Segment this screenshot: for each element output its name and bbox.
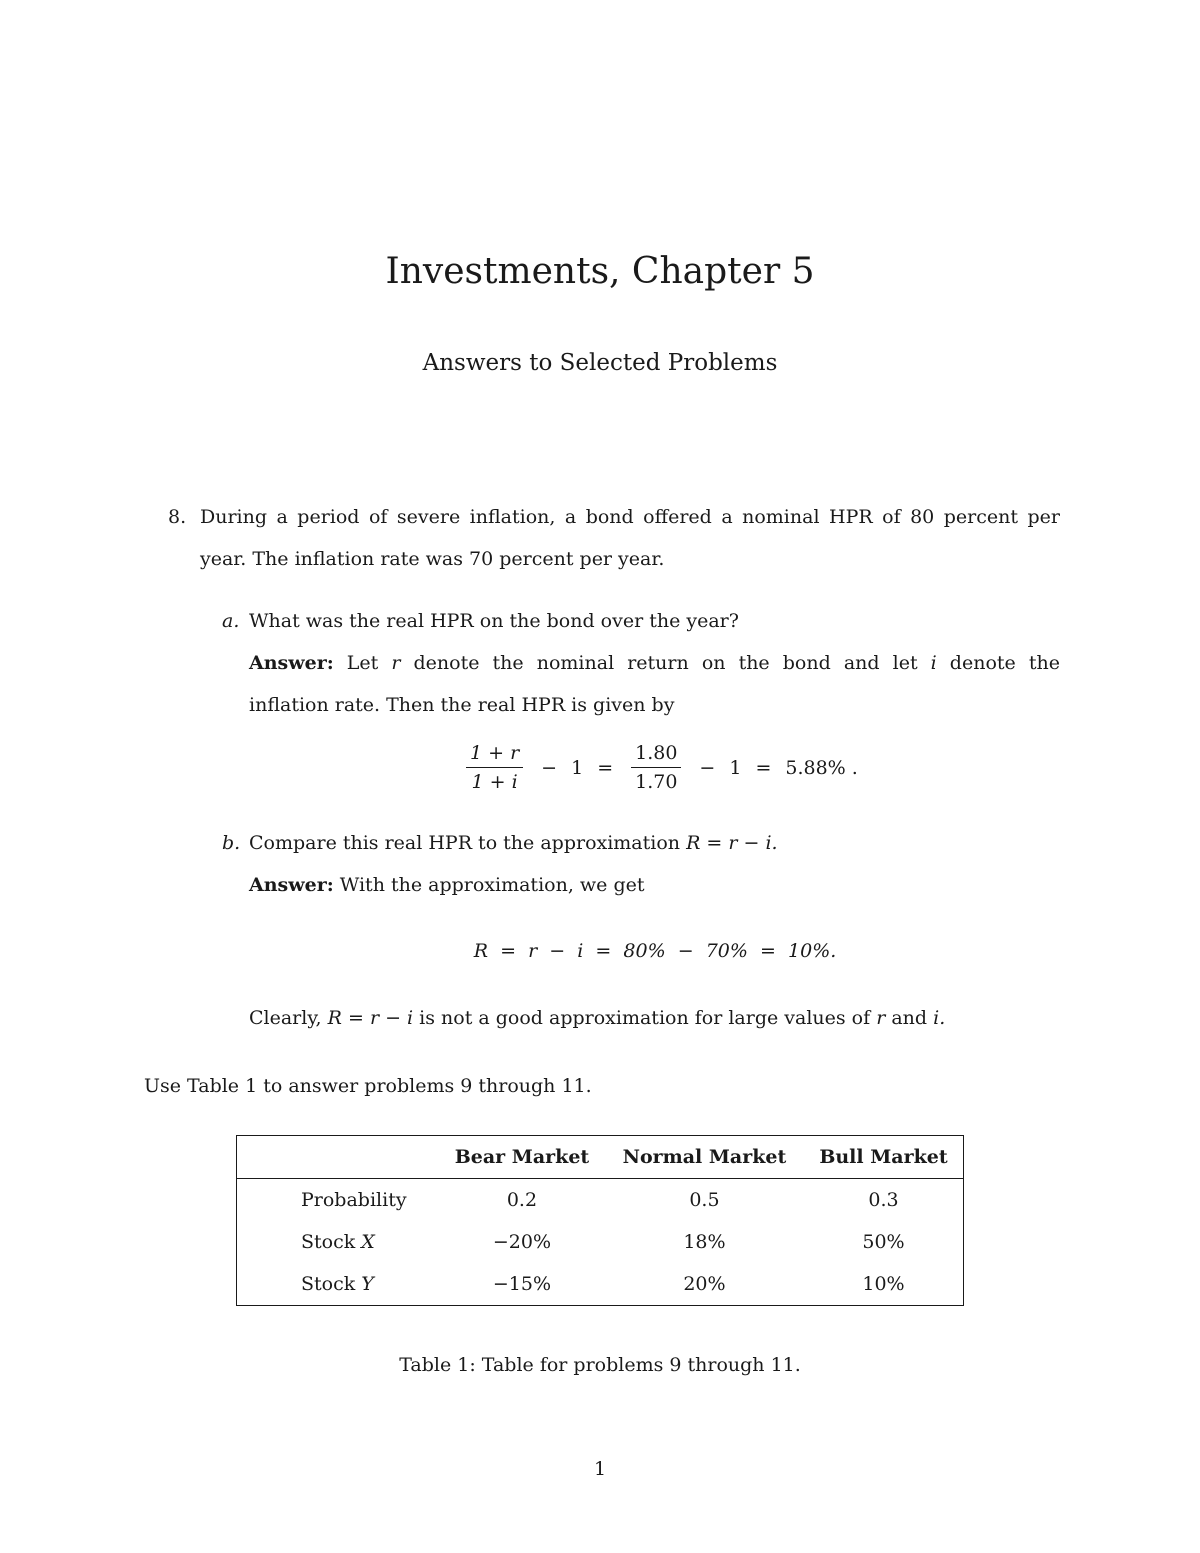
row-label: Probability xyxy=(301,1189,407,1211)
approximation-equation: R = r − i = 80% − 70% = 10%. xyxy=(473,940,837,962)
part-a-answer-line-1 xyxy=(249,650,1060,676)
real-hpr-equation: $\frac{1 + r}{1 + i}$ − 1 = $\frac{1.80}{1.70}$ − 1 = 5.88% . xyxy=(462,742,858,793)
table-row xyxy=(237,1263,964,1306)
word: per xyxy=(1027,506,1060,528)
cell: −20% xyxy=(492,1231,552,1253)
part-b-question: Compare this real HPR to the approximation R = r − i. xyxy=(249,832,778,854)
cell: 50% xyxy=(862,1231,905,1253)
word: During xyxy=(200,506,268,528)
part-b-label: b. xyxy=(222,832,241,854)
problem-number: 8. xyxy=(168,506,187,528)
word: a xyxy=(276,506,288,528)
word: Let xyxy=(346,652,379,674)
row-label: Stock Y xyxy=(301,1273,374,1295)
word: bond xyxy=(585,506,634,528)
problem-8-line-2: year. The inflation rate was 70 percent per year. xyxy=(200,548,665,570)
cell: 10% xyxy=(862,1273,905,1295)
table-header-row xyxy=(237,1136,964,1179)
word: a xyxy=(564,506,577,528)
header-bear: Bear Market xyxy=(439,1136,605,1179)
cell: 0.3 xyxy=(868,1189,899,1211)
word: on xyxy=(701,652,726,674)
answer-label: Answer: xyxy=(249,874,334,896)
table-caption: Table 1: Table for problems 9 through 11. xyxy=(399,1354,801,1376)
row-label: Stock X xyxy=(301,1231,375,1253)
header-bull: Bull Market xyxy=(804,1136,964,1179)
word: denote xyxy=(413,652,480,674)
word: and xyxy=(843,652,880,674)
header-normal: Normal Market xyxy=(605,1136,804,1179)
part-b-answer: Answer: With the approximation, we get xyxy=(249,874,645,896)
table-row xyxy=(237,1221,964,1263)
part-a-question: What was the real HPR on the bond over the year? xyxy=(249,610,739,632)
part-a-label: a. xyxy=(222,610,240,632)
cell: 20% xyxy=(683,1273,726,1295)
word: return xyxy=(627,652,689,674)
word: let xyxy=(892,652,918,674)
word: severe xyxy=(396,506,461,528)
word: of xyxy=(368,506,388,528)
cell: 18% xyxy=(683,1231,726,1253)
document-title: Investments, Chapter 5 xyxy=(385,251,815,292)
fraction-numeric: $\frac{1.80}{1.70}$ xyxy=(631,742,681,793)
answer-label: Answer: xyxy=(249,652,334,674)
problem-8-line-1 xyxy=(200,504,1060,530)
word: i xyxy=(930,652,937,674)
word: 80 xyxy=(910,506,935,528)
document-subtitle: Answers to Selected Problems xyxy=(422,350,778,376)
cell: −15% xyxy=(492,1273,552,1295)
word: bond xyxy=(782,652,831,674)
word: period xyxy=(297,506,360,528)
word: of xyxy=(882,506,901,528)
word: a xyxy=(721,506,733,528)
table-intro: Use Table 1 to answer problems 9 through 11. xyxy=(144,1075,592,1097)
header-empty xyxy=(237,1136,440,1179)
equation-result: 5.88% . xyxy=(785,756,858,779)
part-b-conclusion: Clearly, R = r − i is not a good approximation for large values of r and i. xyxy=(249,1007,946,1029)
word: nominal xyxy=(536,652,615,674)
word: nominal xyxy=(742,506,820,528)
word: inflation, xyxy=(469,506,556,528)
word: denote xyxy=(949,652,1016,674)
word: percent xyxy=(943,506,1018,528)
word: r xyxy=(391,652,401,674)
market-table xyxy=(236,1135,964,1306)
word: offered xyxy=(643,506,712,528)
word: the xyxy=(492,652,524,674)
table-row xyxy=(237,1179,964,1222)
word: HPR xyxy=(829,506,873,528)
fraction-symbolic: $\frac{1 + r}{1 + i}$ xyxy=(466,742,523,793)
word: the xyxy=(738,652,770,674)
cell: 0.5 xyxy=(689,1189,720,1211)
page-number: 1 xyxy=(593,1458,607,1480)
word: the xyxy=(1028,652,1060,674)
cell: 0.2 xyxy=(506,1189,538,1211)
part-a-answer-line-2: inflation rate. Then the real HPR is given by xyxy=(249,694,675,716)
